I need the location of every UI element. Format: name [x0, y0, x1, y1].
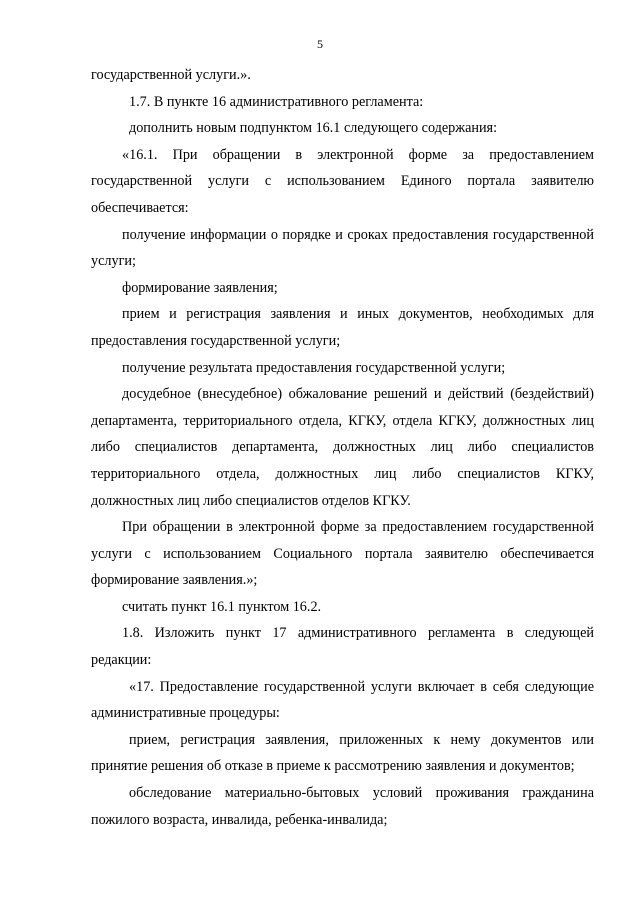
paragraph-continuation: государственной услуги.». [91, 67, 251, 83]
paragraph-renumber: считать пункт 16.1 пунктом 16.2. [122, 598, 322, 615]
paragraph-appeal: досудебное (внесудебное) обжалование решений и действий (бездействий) департамента, территориального отдела, КГКУ, отдела КГКУ, должностных лиц либо специалистов департамента, должностных лиц либо специалистов территориального отдела, должностных лиц либо специалистов КГКУ, должностных лиц либо специалистов отделов КГКУ. [91, 386, 594, 509]
paragraph-item-1-7: 1.7. В пункте 16 административного регламента: [129, 93, 424, 110]
paragraph-item-17: «17. Предоставление государственной услуги включает в себя следующие административные процедуры: [91, 678, 594, 722]
page-number: 5 [317, 37, 323, 51]
document-body [91, 62, 594, 833]
paragraph-reception-procedure: прием, регистрация заявления, приложенных к нему документов или принятие решения об отказе в приеме к рассмотрению заявления и документов; [91, 731, 594, 775]
paragraph-form-application: формирование заявления; [122, 279, 278, 296]
paragraph-item-16-1: «16.1. При обращении в электронной форме за предоставлением государственной услуги с использованием Единого портала заявителю обеспечивается: [91, 146, 594, 216]
paragraph-receive-info: получение информации о порядке и сроках предоставления государственной услуги; [91, 226, 594, 270]
paragraph-receive-result: получение результата предоставления государственной услуги; [122, 359, 506, 376]
paragraph-item-1-8: 1.8. Изложить пункт 17 административного регламента в следующей редакции: [91, 625, 594, 669]
paragraph-reception-registration: прием и регистрация заявления и иных документов, необходимых для предоставления государственной услуги; [91, 306, 594, 349]
paragraph-add-subitem: дополнить новым подпунктом 16.1 следующего содержания: [129, 120, 498, 137]
paragraph-inspection-procedure: обследование материально-бытовых условий проживания гражданина пожилого возраста, инвалида, ребенка-инвалида; [91, 785, 594, 828]
paragraph-social-portal: При обращении в электронной форме за предоставлением государственной услуги с использованием Социального портала заявителю обеспечивается формирование заявления.»; [91, 519, 594, 589]
